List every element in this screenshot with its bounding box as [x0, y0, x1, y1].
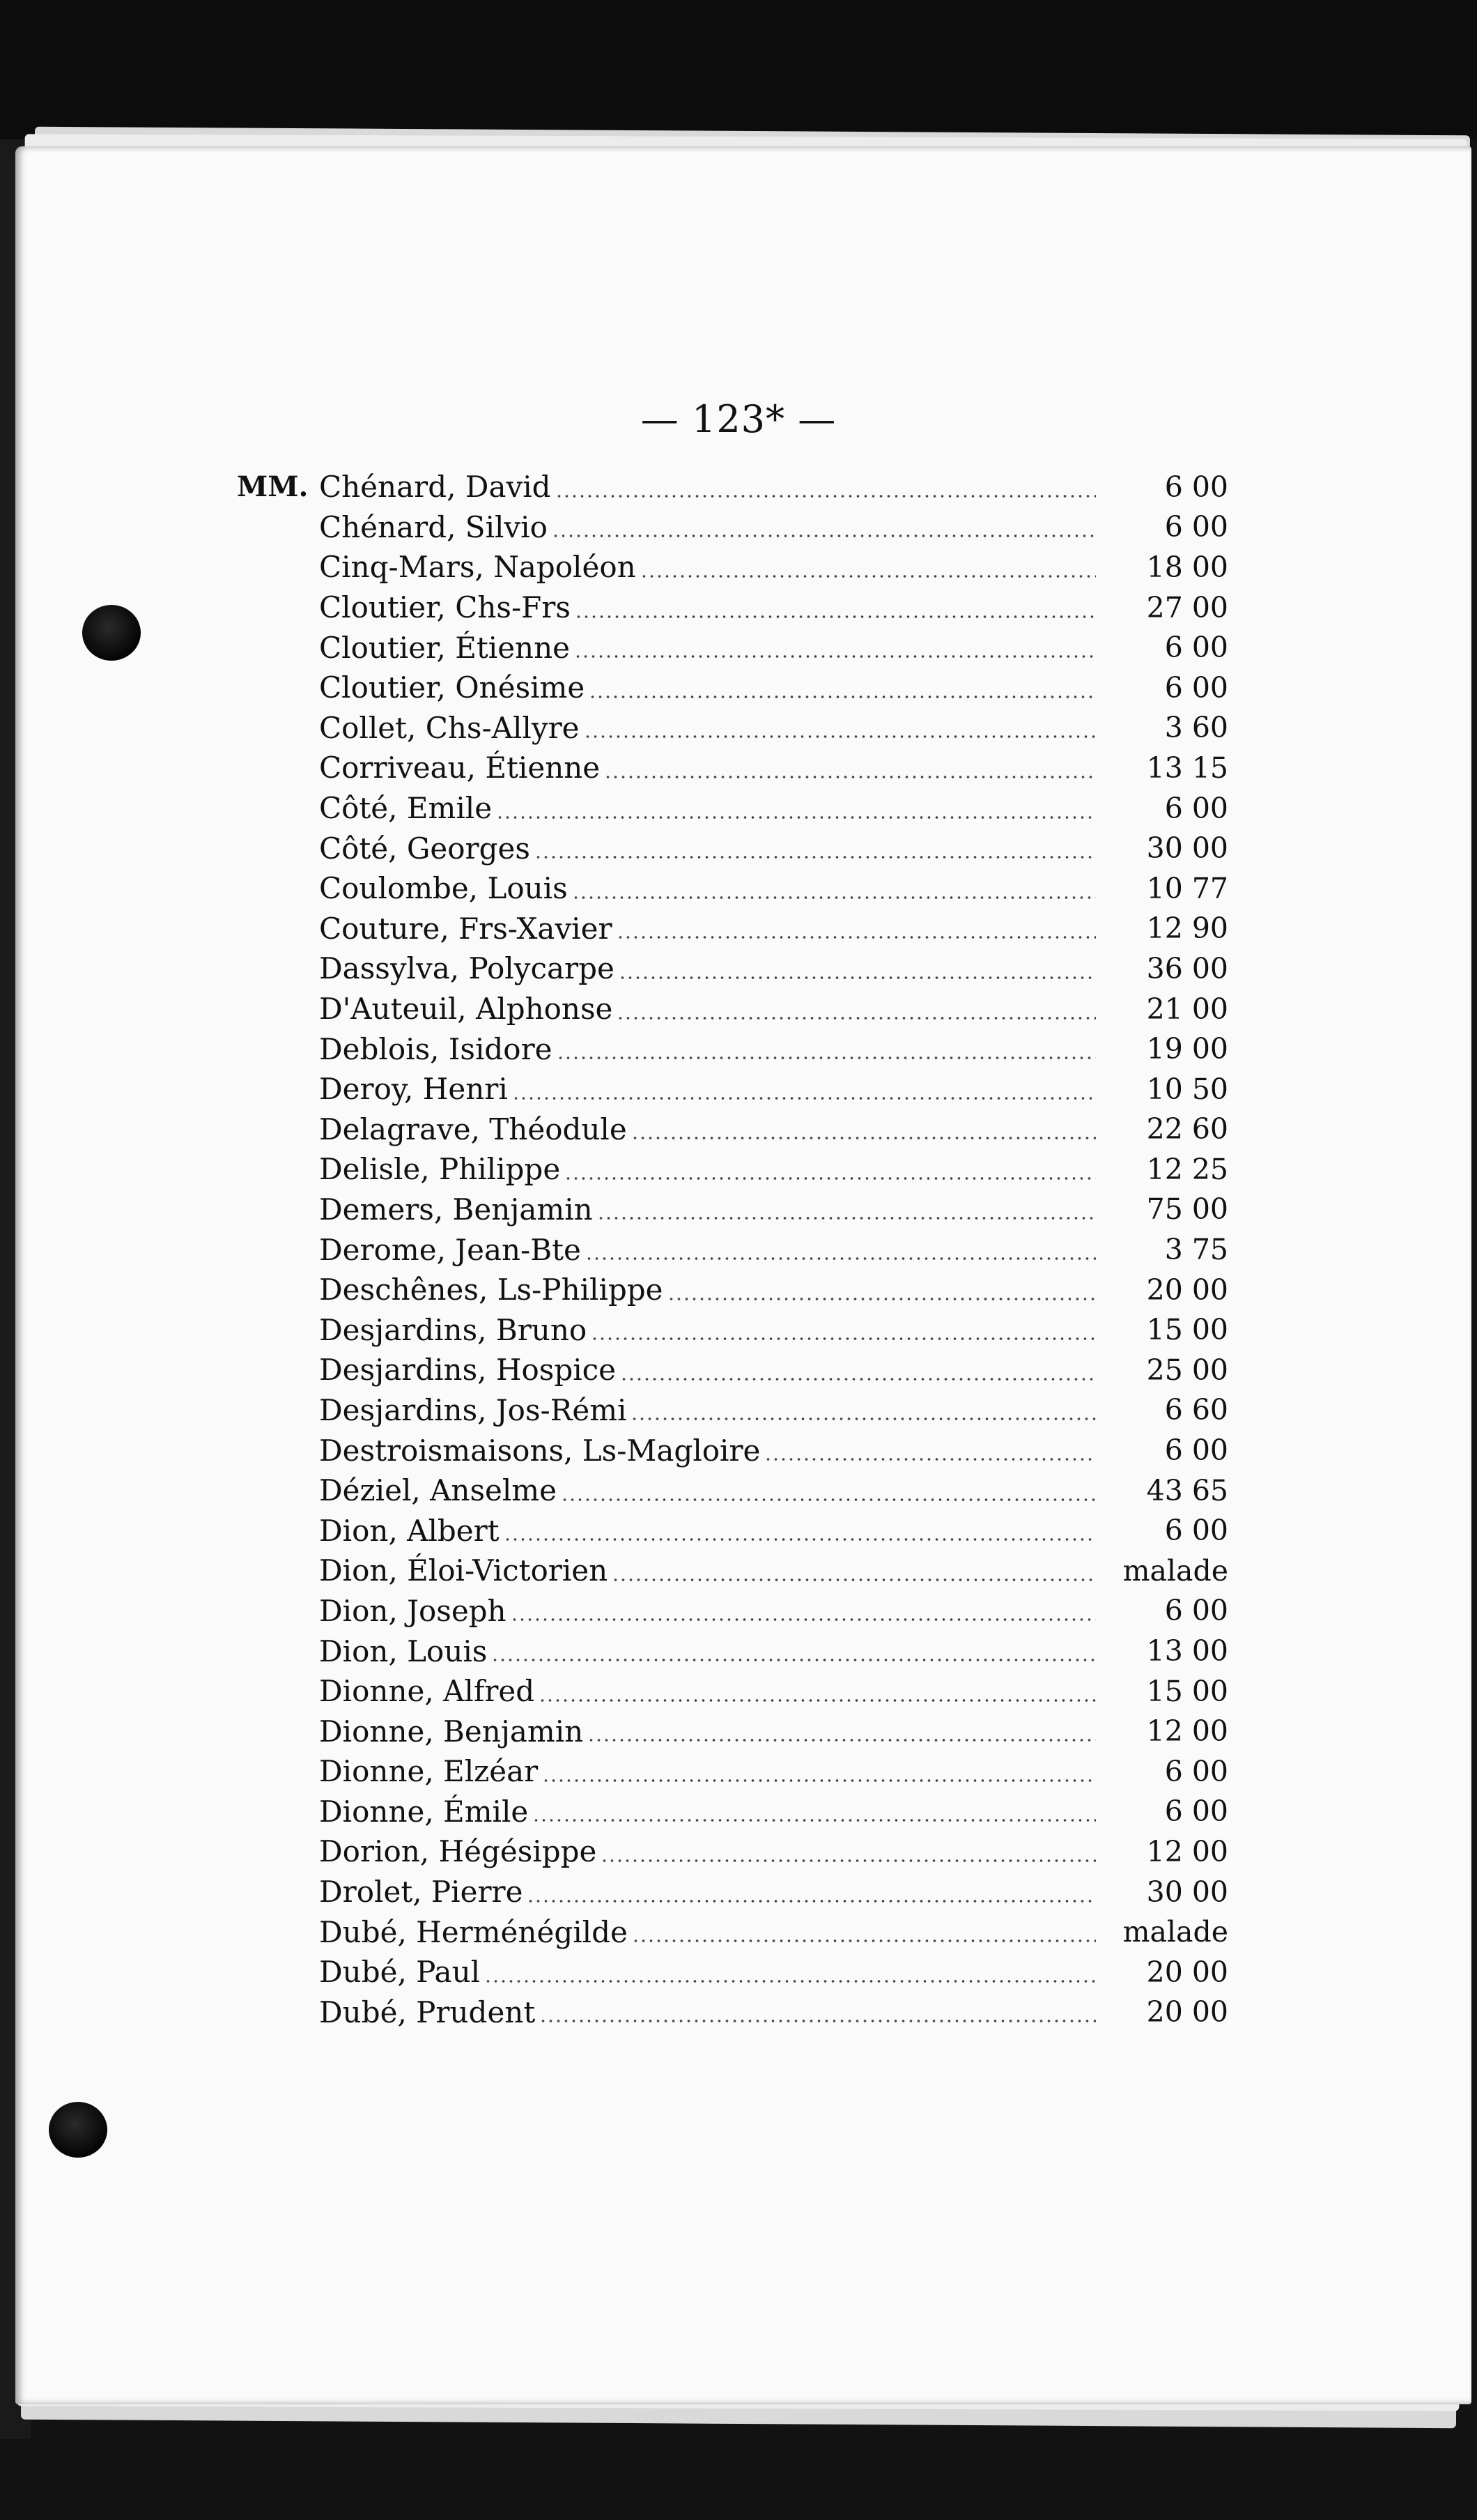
list-item [237, 1069, 1228, 1109]
dot-leader [542, 1779, 1096, 1782]
dot-leader [504, 1538, 1096, 1541]
amount: 27 00 [1146, 590, 1228, 624]
name-cell [319, 631, 1096, 665]
name-cell [319, 1032, 1096, 1066]
amount: 6 00 [1164, 631, 1228, 665]
dot-leader [619, 976, 1096, 979]
amount: 12 90 [1146, 912, 1228, 946]
list-item [237, 1190, 1228, 1230]
list-item [237, 1270, 1228, 1310]
person-name: Deblois, Isidore [319, 1031, 552, 1066]
person-name: Desjardins, Jos-Rémi [319, 1392, 627, 1427]
list-item [237, 587, 1228, 628]
dot-leader [534, 856, 1096, 859]
list-item [237, 1350, 1228, 1390]
dot-leader [552, 535, 1096, 537]
person-name: Côté, Georges [319, 831, 530, 866]
person-name: Cloutier, Étienne [319, 630, 571, 665]
list-item [237, 467, 1228, 507]
person-name: Chénard, Silvio [319, 509, 548, 544]
amount: 6 00 [1164, 670, 1228, 705]
name-cell [319, 1514, 1096, 1548]
dot-leader [620, 1378, 1096, 1381]
person-name: Déziel, Anselme [319, 1473, 557, 1508]
list-item [237, 1470, 1228, 1511]
person-name: Dassylva, Polycarpe [319, 951, 614, 986]
name-cell [319, 1795, 1096, 1829]
amount: 12 00 [1146, 1714, 1228, 1749]
name-cell [319, 791, 1096, 825]
person-name: Côté, Emile [319, 791, 493, 826]
name-cell [319, 590, 1096, 624]
list-item [237, 989, 1228, 1029]
amount: 20 00 [1146, 1273, 1228, 1307]
person-name: Dionne, Benjamin [319, 1714, 584, 1749]
amount: 13 15 [1146, 751, 1228, 785]
list-item [237, 948, 1228, 989]
person-name: Derome, Jean-Bte [319, 1232, 581, 1267]
punch-hole [82, 605, 141, 661]
list-item [237, 1029, 1228, 1069]
person-name: Corriveau, Étienne [319, 751, 601, 785]
dot-leader [484, 1980, 1096, 1983]
person-name: Delisle, Philippe [319, 1152, 561, 1187]
dot-leader [527, 1900, 1096, 1903]
amount: 30 00 [1146, 831, 1228, 866]
name-cell [319, 1995, 1096, 2029]
amount: 12 00 [1146, 1834, 1228, 1868]
name-cell [319, 1434, 1096, 1468]
list-item [237, 1711, 1228, 1751]
dot-leader [617, 936, 1096, 939]
dot-leader [557, 1057, 1096, 1059]
name-cell [319, 871, 1096, 905]
name-cell [319, 992, 1096, 1026]
dot-leader [589, 696, 1096, 698]
dot-leader [539, 1699, 1096, 1702]
honorific-prefix: MM. [237, 470, 309, 504]
person-name: Drolet, Pierre [319, 1875, 523, 1910]
amount: 22 60 [1146, 1112, 1228, 1146]
dot-leader [584, 735, 1096, 738]
amount: 25 00 [1146, 1353, 1228, 1387]
person-name: Desjardins, Bruno [319, 1312, 587, 1347]
dot-leader [491, 1659, 1096, 1661]
person-name: Dubé, Paul [319, 1955, 481, 1990]
amount: malade [1122, 1553, 1228, 1588]
list-item [237, 1872, 1228, 1912]
name-cell [319, 470, 1096, 504]
amount: 6 60 [1164, 1393, 1228, 1427]
name-cell [319, 1473, 1096, 1507]
list-item [237, 1591, 1228, 1631]
dot-leader [601, 1859, 1096, 1862]
name-cell [319, 1393, 1096, 1427]
person-name: Demers, Benjamin [319, 1192, 593, 1227]
list-item [237, 1992, 1228, 2033]
list-item [237, 627, 1228, 668]
person-name: Delagrave, Théodule [319, 1112, 627, 1146]
dot-leader [512, 1097, 1096, 1100]
dot-leader [764, 1458, 1096, 1461]
amount: 20 00 [1146, 1995, 1228, 2029]
name-cell [319, 1834, 1096, 1868]
amount: 12 25 [1146, 1152, 1228, 1186]
name-cell [319, 951, 1096, 985]
page-number: — 123* — [640, 397, 837, 441]
dot-leader [585, 1257, 1096, 1260]
list-item [237, 1109, 1228, 1150]
list-item [237, 1751, 1228, 1792]
amount: 13 00 [1146, 1634, 1228, 1668]
list-item [237, 1229, 1228, 1270]
punch-hole [49, 2102, 107, 2158]
person-name: Desjardins, Hospice [319, 1353, 617, 1388]
dot-leader [539, 2020, 1096, 2022]
dot-leader [591, 1337, 1096, 1340]
person-name: Dubé, Herménégilde [319, 1914, 628, 1949]
amount: 36 00 [1146, 951, 1228, 985]
amount: 6 00 [1164, 1514, 1228, 1548]
dot-leader [640, 575, 1096, 578]
amount: 15 00 [1146, 1674, 1228, 1708]
amount: 43 65 [1146, 1473, 1228, 1507]
dot-leader [572, 896, 1096, 899]
list-item [237, 1390, 1228, 1431]
person-name: Dion, Joseph [319, 1593, 506, 1628]
person-name: Dion, Albert [319, 1513, 500, 1548]
list-item [237, 1551, 1228, 1591]
name-cell [319, 1152, 1096, 1186]
dot-leader [555, 495, 1096, 498]
amount: 15 00 [1146, 1313, 1228, 1347]
list-item [237, 1430, 1228, 1470]
name-cell [319, 1875, 1096, 1909]
name-cell [319, 1674, 1096, 1708]
name-cell [319, 510, 1096, 544]
amount: 3 75 [1164, 1233, 1228, 1267]
name-cell [319, 1553, 1096, 1588]
amount: 75 00 [1146, 1192, 1228, 1227]
amount: 18 00 [1146, 550, 1228, 584]
dot-leader [587, 1739, 1096, 1742]
person-name: Deroy, Henri [319, 1072, 508, 1107]
person-name: Dion, Louis [319, 1634, 488, 1668]
list-item [237, 1671, 1228, 1712]
scanner-background [0, 0, 1477, 139]
dot-leader [604, 776, 1096, 778]
list-item [237, 668, 1228, 708]
list-item [237, 909, 1228, 949]
person-name: Dorion, Hégésippe [319, 1834, 597, 1869]
list-item [237, 1510, 1228, 1551]
person-name: Chénard, David [319, 470, 551, 505]
name-cell [319, 1192, 1096, 1227]
name-cell [319, 711, 1096, 745]
name-cell [319, 831, 1096, 866]
list-item [237, 1631, 1228, 1671]
amount: 21 00 [1146, 992, 1228, 1026]
dot-leader [631, 1418, 1096, 1420]
amount: 19 00 [1146, 1032, 1228, 1066]
list-item [237, 868, 1228, 909]
name-cell [319, 1915, 1096, 1949]
dot-leader [574, 655, 1096, 658]
person-name: Dion, Éloi-Victorien [319, 1553, 608, 1588]
dot-leader [564, 1177, 1096, 1180]
name-cell [319, 1072, 1096, 1106]
dot-leader [617, 1017, 1096, 1020]
dot-leader [597, 1217, 1096, 1220]
name-cell [319, 1353, 1096, 1387]
list-item [237, 1309, 1228, 1350]
name-cell [319, 751, 1096, 785]
name-cell [319, 1112, 1096, 1146]
name-cell [319, 1313, 1096, 1347]
list-item [237, 828, 1228, 868]
dot-leader [667, 1298, 1096, 1300]
name-cell [319, 1634, 1096, 1668]
person-name: Dionne, Elzéar [319, 1754, 539, 1789]
list-item [237, 748, 1228, 788]
name-cell [319, 670, 1096, 705]
person-name: Collet, Chs-Allyre [319, 710, 580, 745]
dot-leader [496, 816, 1096, 819]
person-name: Coulombe, Louis [319, 871, 568, 906]
list-item [237, 507, 1228, 548]
name-cell [319, 1594, 1096, 1628]
person-name: D'Auteuil, Alphonse [319, 992, 613, 1027]
amount: 6 00 [1164, 1434, 1228, 1468]
amount: 6 00 [1164, 791, 1228, 825]
list-item [237, 1952, 1228, 1992]
amount: 20 00 [1146, 1955, 1228, 1989]
dot-leader [561, 1498, 1096, 1501]
list-item [237, 708, 1228, 748]
amount: 6 00 [1164, 1795, 1228, 1829]
list-item [237, 547, 1228, 587]
amount: 3 60 [1164, 711, 1228, 745]
amount: 30 00 [1146, 1875, 1228, 1909]
person-name: Dionne, Alfred [319, 1674, 535, 1709]
name-cell [319, 1233, 1096, 1267]
amount: 10 77 [1146, 871, 1228, 905]
amount: 6 00 [1164, 1594, 1228, 1628]
person-name: Cloutier, Chs-Frs [319, 590, 571, 625]
name-cell [319, 1955, 1096, 1989]
list-item [237, 1792, 1228, 1832]
person-name: Cloutier, Onésime [319, 670, 585, 705]
subscriber-list [237, 467, 1228, 2032]
dot-leader [632, 1939, 1096, 1942]
person-name: Deschênes, Ls-Philippe [319, 1273, 663, 1307]
dot-leader [532, 1819, 1096, 1822]
person-name: Destroismaisons, Ls-Magloire [319, 1433, 761, 1468]
name-cell [319, 1714, 1096, 1749]
person-name: Dionne, Émile [319, 1794, 529, 1829]
dot-leader [631, 1137, 1096, 1139]
amount: 10 50 [1146, 1072, 1228, 1106]
dot-leader [575, 615, 1096, 618]
amount: 6 00 [1164, 1754, 1228, 1788]
list-item [237, 788, 1228, 829]
amount: 6 00 [1164, 470, 1228, 504]
list-item [237, 1831, 1228, 1872]
list-item [237, 1149, 1228, 1190]
name-cell [319, 1754, 1096, 1788]
list-item [237, 1912, 1228, 1952]
name-cell [319, 912, 1096, 946]
name-cell [319, 1273, 1096, 1307]
dot-leader [612, 1578, 1096, 1581]
person-name: Couture, Frs-Xavier [319, 911, 612, 946]
person-name: Dubé, Prudent [319, 1995, 536, 2029]
dot-leader [511, 1618, 1096, 1621]
amount: malade [1122, 1915, 1228, 1949]
name-cell [319, 550, 1096, 584]
person-name: Cinq-Mars, Napoléon [319, 550, 636, 585]
amount: 6 00 [1164, 510, 1228, 544]
